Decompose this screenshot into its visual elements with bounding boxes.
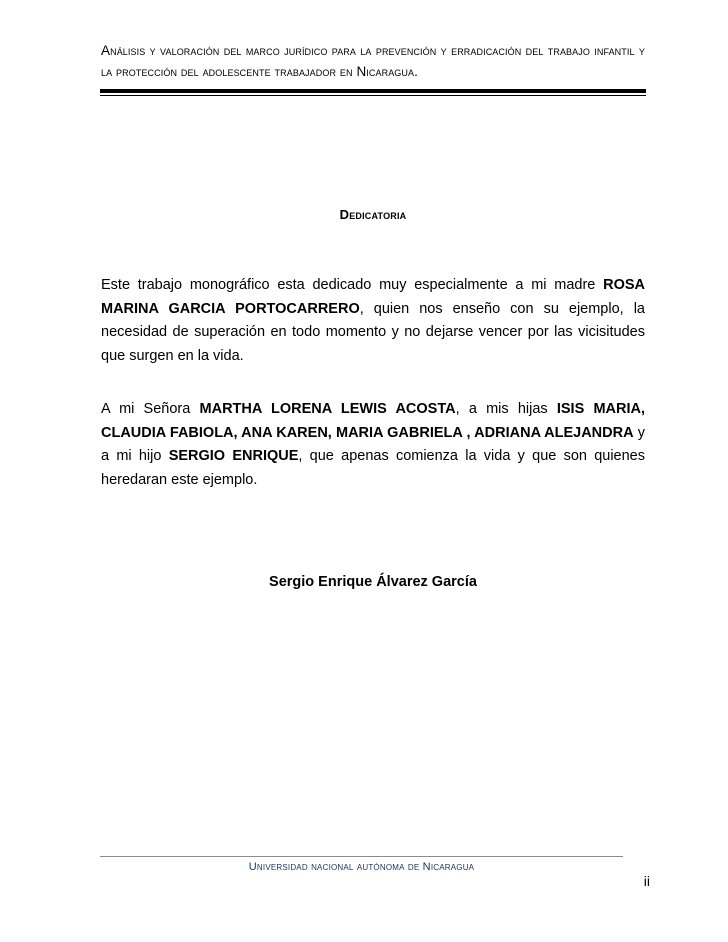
footer-university: Universidad nacional autónoma de Nicaragua <box>248 861 475 873</box>
text-run-bold: ROSA MARINA GARCIA PORTOCARRERO <box>101 277 645 317</box>
running-header: Análisis y valoración del marco jurídico para la prevención y erradicación del trabajo infantil y la protección del adolescente trabajador en Nicaragua. <box>101 43 645 79</box>
dedication-paragraph-family <box>101 398 645 492</box>
text-run: y a mi hijo <box>101 424 645 464</box>
text-run: Este trabajo monográfico esta dedicado muy especialmente a mi madre <box>101 277 604 293</box>
footer-rule <box>100 856 623 857</box>
page-title: Dedicatoria <box>339 207 407 222</box>
text-run-bold: SERGIO ENRIQUE <box>168 448 299 464</box>
author-signature: Sergio Enrique Álvarez García <box>269 574 477 590</box>
text-run: , quien nos enseño con su ejemplo, la necesidad de superación en todo momento y no dejarse vencer por las vicisitudes que surgen en la vida. <box>101 300 645 364</box>
text-run: , que apenas comienza la vida y que son quienes heredaran este ejemplo. <box>101 448 645 488</box>
text-run-bold: ISIS MARIA, CLAUDIA FABIOLA, ANA KAREN, MARIA GABRIELA , ADRIANA ALEJANDRA <box>101 401 645 441</box>
dedication-paragraph-mother <box>101 274 645 368</box>
header-rule-thin <box>100 95 646 96</box>
text-run-bold: MARTHA LORENA LEWIS ACOSTA <box>199 401 456 417</box>
page-number: ii <box>643 873 650 889</box>
header-rule-thick <box>100 89 646 93</box>
text-run: A mi Señora <box>101 401 200 417</box>
text-run: , a mis hijas <box>455 401 557 417</box>
